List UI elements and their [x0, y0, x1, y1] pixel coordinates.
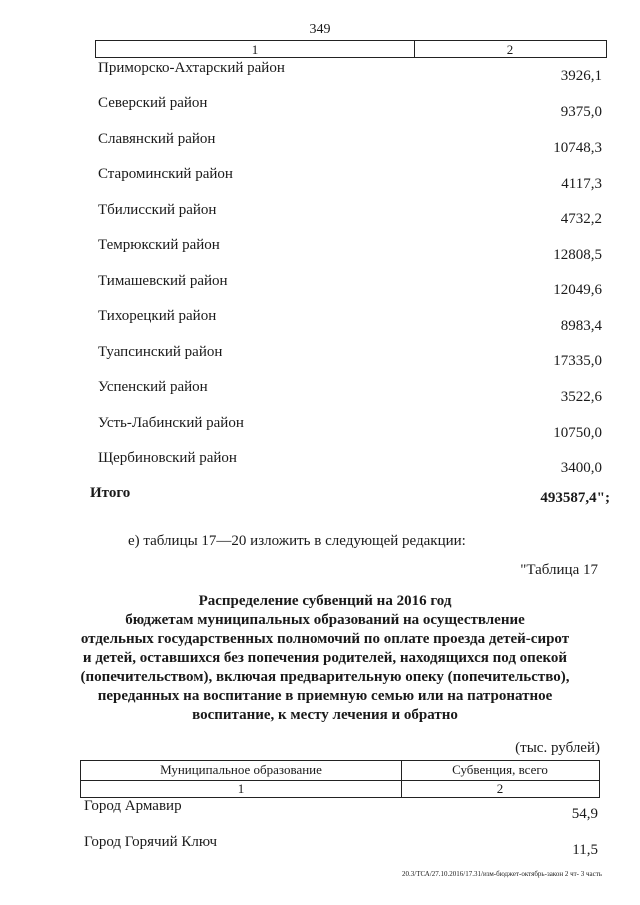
- table1-row-value: 4732,2: [560, 211, 602, 227]
- table1-row-name: Тимашевский район: [98, 273, 228, 289]
- table1-row-value: 10748,3: [553, 140, 602, 156]
- table1-total-label: Итого: [90, 485, 131, 501]
- table2-row-name: Город Горячий Ключ: [84, 834, 218, 850]
- table1-row-name: Темрюкский район: [98, 237, 220, 253]
- title-line: переданных на воспитание в приемную семью или на патронатное: [97, 688, 553, 704]
- page-number: 349: [309, 22, 331, 37]
- table2-header-row: [81, 761, 599, 781]
- table1-row-name: Тбилисский район: [98, 202, 217, 218]
- table1-row-name: Староминский район: [98, 166, 233, 182]
- title-line: Распределение субвенций на 2016 год: [198, 593, 452, 609]
- title-line: и детей, оставшихся без попечения родителей, находящихся под опекой: [82, 650, 568, 666]
- table-title: [80, 592, 570, 725]
- table2-row-name: Город Армавир: [84, 798, 182, 814]
- document-footer: 20.3/ТСА/27.10.2016/17.31/изм-бюджет-октябрь-закон 2 чт- 3 часть: [402, 870, 602, 878]
- table1-row-name: Тихорецкий район: [98, 308, 217, 324]
- table1-row-name: Приморско-Ахтарский район: [98, 60, 285, 76]
- table1-row-value: 12808,5: [553, 247, 602, 263]
- title-line: воспитание, к месту лечения и обратно: [192, 707, 458, 723]
- units-label: (тыс. рублей): [515, 740, 600, 756]
- table1-row-value: 12049,6: [553, 282, 602, 298]
- table1-row-name: Успенский район: [98, 379, 208, 395]
- table1-row-name: Туапсинский район: [98, 344, 223, 360]
- table2-header-col2: Субвенция, всего: [452, 762, 548, 777]
- table1-header-col1: 1: [96, 41, 415, 57]
- table1-header-col2: 2: [506, 42, 514, 57]
- title-line: отдельных государственных полномочий по оплате проезда детей-сирот: [80, 631, 570, 647]
- table2-colnum-1: 1: [81, 780, 402, 798]
- table2-number-row: [81, 780, 599, 798]
- table1-row-name: Усть-Лабинский район: [98, 415, 244, 431]
- table2-row-value: 11,5: [572, 842, 598, 858]
- table2-colnum-2: 2: [496, 781, 504, 796]
- title-line: бюджетам муниципальных образований на осуществление: [125, 612, 525, 628]
- table2-row-value: 54,9: [571, 806, 598, 822]
- table-number: "Таблица 17: [520, 562, 598, 578]
- table1-row-name: Щербиновский район: [98, 450, 237, 466]
- table2-header: [80, 760, 600, 798]
- table1-row-value: 9375,0: [560, 104, 602, 120]
- title-line: (попечительством), включая предварительную опеку (попечительство),: [80, 669, 570, 685]
- table1-row-value: 3400,0: [560, 460, 602, 476]
- table1-header: [95, 40, 607, 58]
- table1-row-value: 3926,1: [560, 68, 602, 84]
- amendment-paragraph: е) таблицы 17—20 изложить в следующей редакции:: [128, 533, 466, 549]
- table1-row-value: 4117,3: [561, 176, 602, 192]
- table1-row-value: 8983,4: [560, 318, 602, 334]
- table1-row-value: 10750,0: [553, 425, 602, 441]
- table1-total-value: 493587,4";: [540, 490, 610, 506]
- table1-row-value: 3522,6: [560, 389, 602, 405]
- table2-header-col1: Муниципальное образование: [81, 761, 402, 780]
- table1-row-value: 17335,0: [553, 353, 602, 369]
- table1-row-name: Славянский район: [98, 131, 216, 147]
- table1-row-name: Северский район: [98, 95, 208, 111]
